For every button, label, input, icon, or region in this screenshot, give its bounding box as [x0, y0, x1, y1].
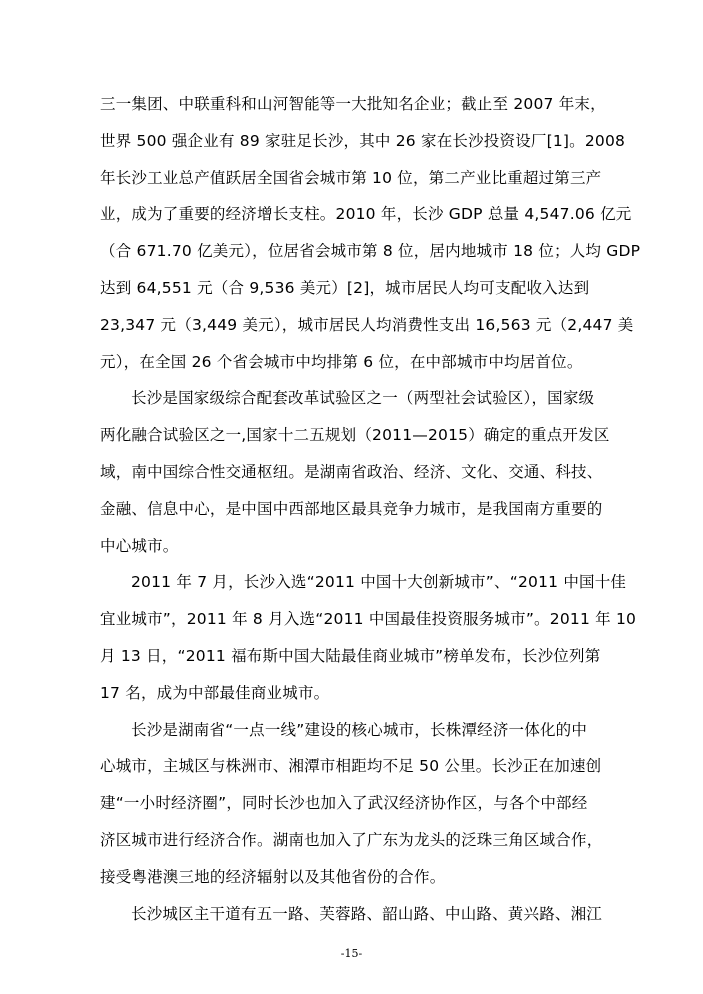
- text-line: 元），在全国 26 个省会城市中均排第 6 位，在中部城市中均居首位。: [100, 352, 583, 371]
- text-line: 济区城市进行经济合作。湖南也加入了广东为龙头的泛珠三角区域合作，: [100, 830, 603, 849]
- text-line: 月 13 日，“2011 福布斯中国大陆最佳商业城市”榜单发布，长沙位列第: [100, 646, 601, 665]
- text-line: 心城市，主城区与株洲市、湘潭市相距均不足 50 公里。长沙正在加速创: [100, 757, 602, 776]
- paragraph-start-line: 长沙是国家级综合配套改革试验区之一（两型社会试验区），国家级: [131, 389, 595, 408]
- text-line: 宜业城市”，2011 年 8 月入选“2011 中国最佳投资服务城市”。2011 年 10: [100, 610, 637, 629]
- text-line: 金融、信息中心，是中国中西部地区最具竞争力城市，是我国南方重要的: [100, 499, 603, 518]
- paragraph-start-line: 长沙城区主干道有五一路、芙蓉路、韶山路、中山路、黄兴路、湘江: [131, 904, 603, 923]
- text-line: 年长沙工业总产值跃居全国省会城市第 10 位，第二产业比重超过第三产: [100, 168, 602, 187]
- text-line: 达到 64,551 元（合 9,536 美元）[2]，城市居民人均可支配收入达到: [100, 278, 590, 297]
- text-line: 三一集团、中联重科和山河智能等一大批知名企业；截止至 2007 年末，: [100, 95, 606, 113]
- text-line: 23,347 元（3,449 美元），城市居民人均消费性支出 16,563 元（2,447 美: [100, 315, 634, 334]
- text-line: 两化融合试验区之一,国家十二五规划（2011—2015）确定的重点开发区: [100, 426, 610, 445]
- page-number: -15-: [340, 947, 363, 960]
- text-line: 域，南中国综合性交通枢纽。是湖南省政治、经济、文化、交通、科技、: [100, 462, 603, 481]
- paragraph-start-line: 长沙是湖南省“一点一线”建设的核心城市，长株潭经济一体化的中: [131, 720, 588, 739]
- text-line: （合 671.70 亿美元），位居省会城市第 8 位，居内地城市 18 位；人均 GDP: [100, 242, 641, 261]
- text-line: 业，成为了重要的经济增长支柱。2010 年，长沙 GDP 总量 4,547.06 亿元: [100, 205, 632, 224]
- text-line: 世界 500 强企业有 89 家驻足长沙，其中 26 家在长沙投资设厂[1]。2008: [100, 131, 626, 150]
- paragraph-start-line: 2011 年 7 月，长沙入选“2011 中国十大创新城市”、“2011 中国十佳: [131, 573, 627, 592]
- body-text: [100, 86, 641, 932]
- text-line: 17 名，成为中部最佳商业城市。: [100, 683, 330, 702]
- text-line: 接受粤港澳三地的经济辐射以及其他省份的合作。: [100, 867, 446, 886]
- text-line: 建“一小时经济圈”，同时长沙也加入了武汉经济协作区，与各个中部经: [100, 794, 588, 813]
- text-line: 中心城市。: [100, 536, 179, 555]
